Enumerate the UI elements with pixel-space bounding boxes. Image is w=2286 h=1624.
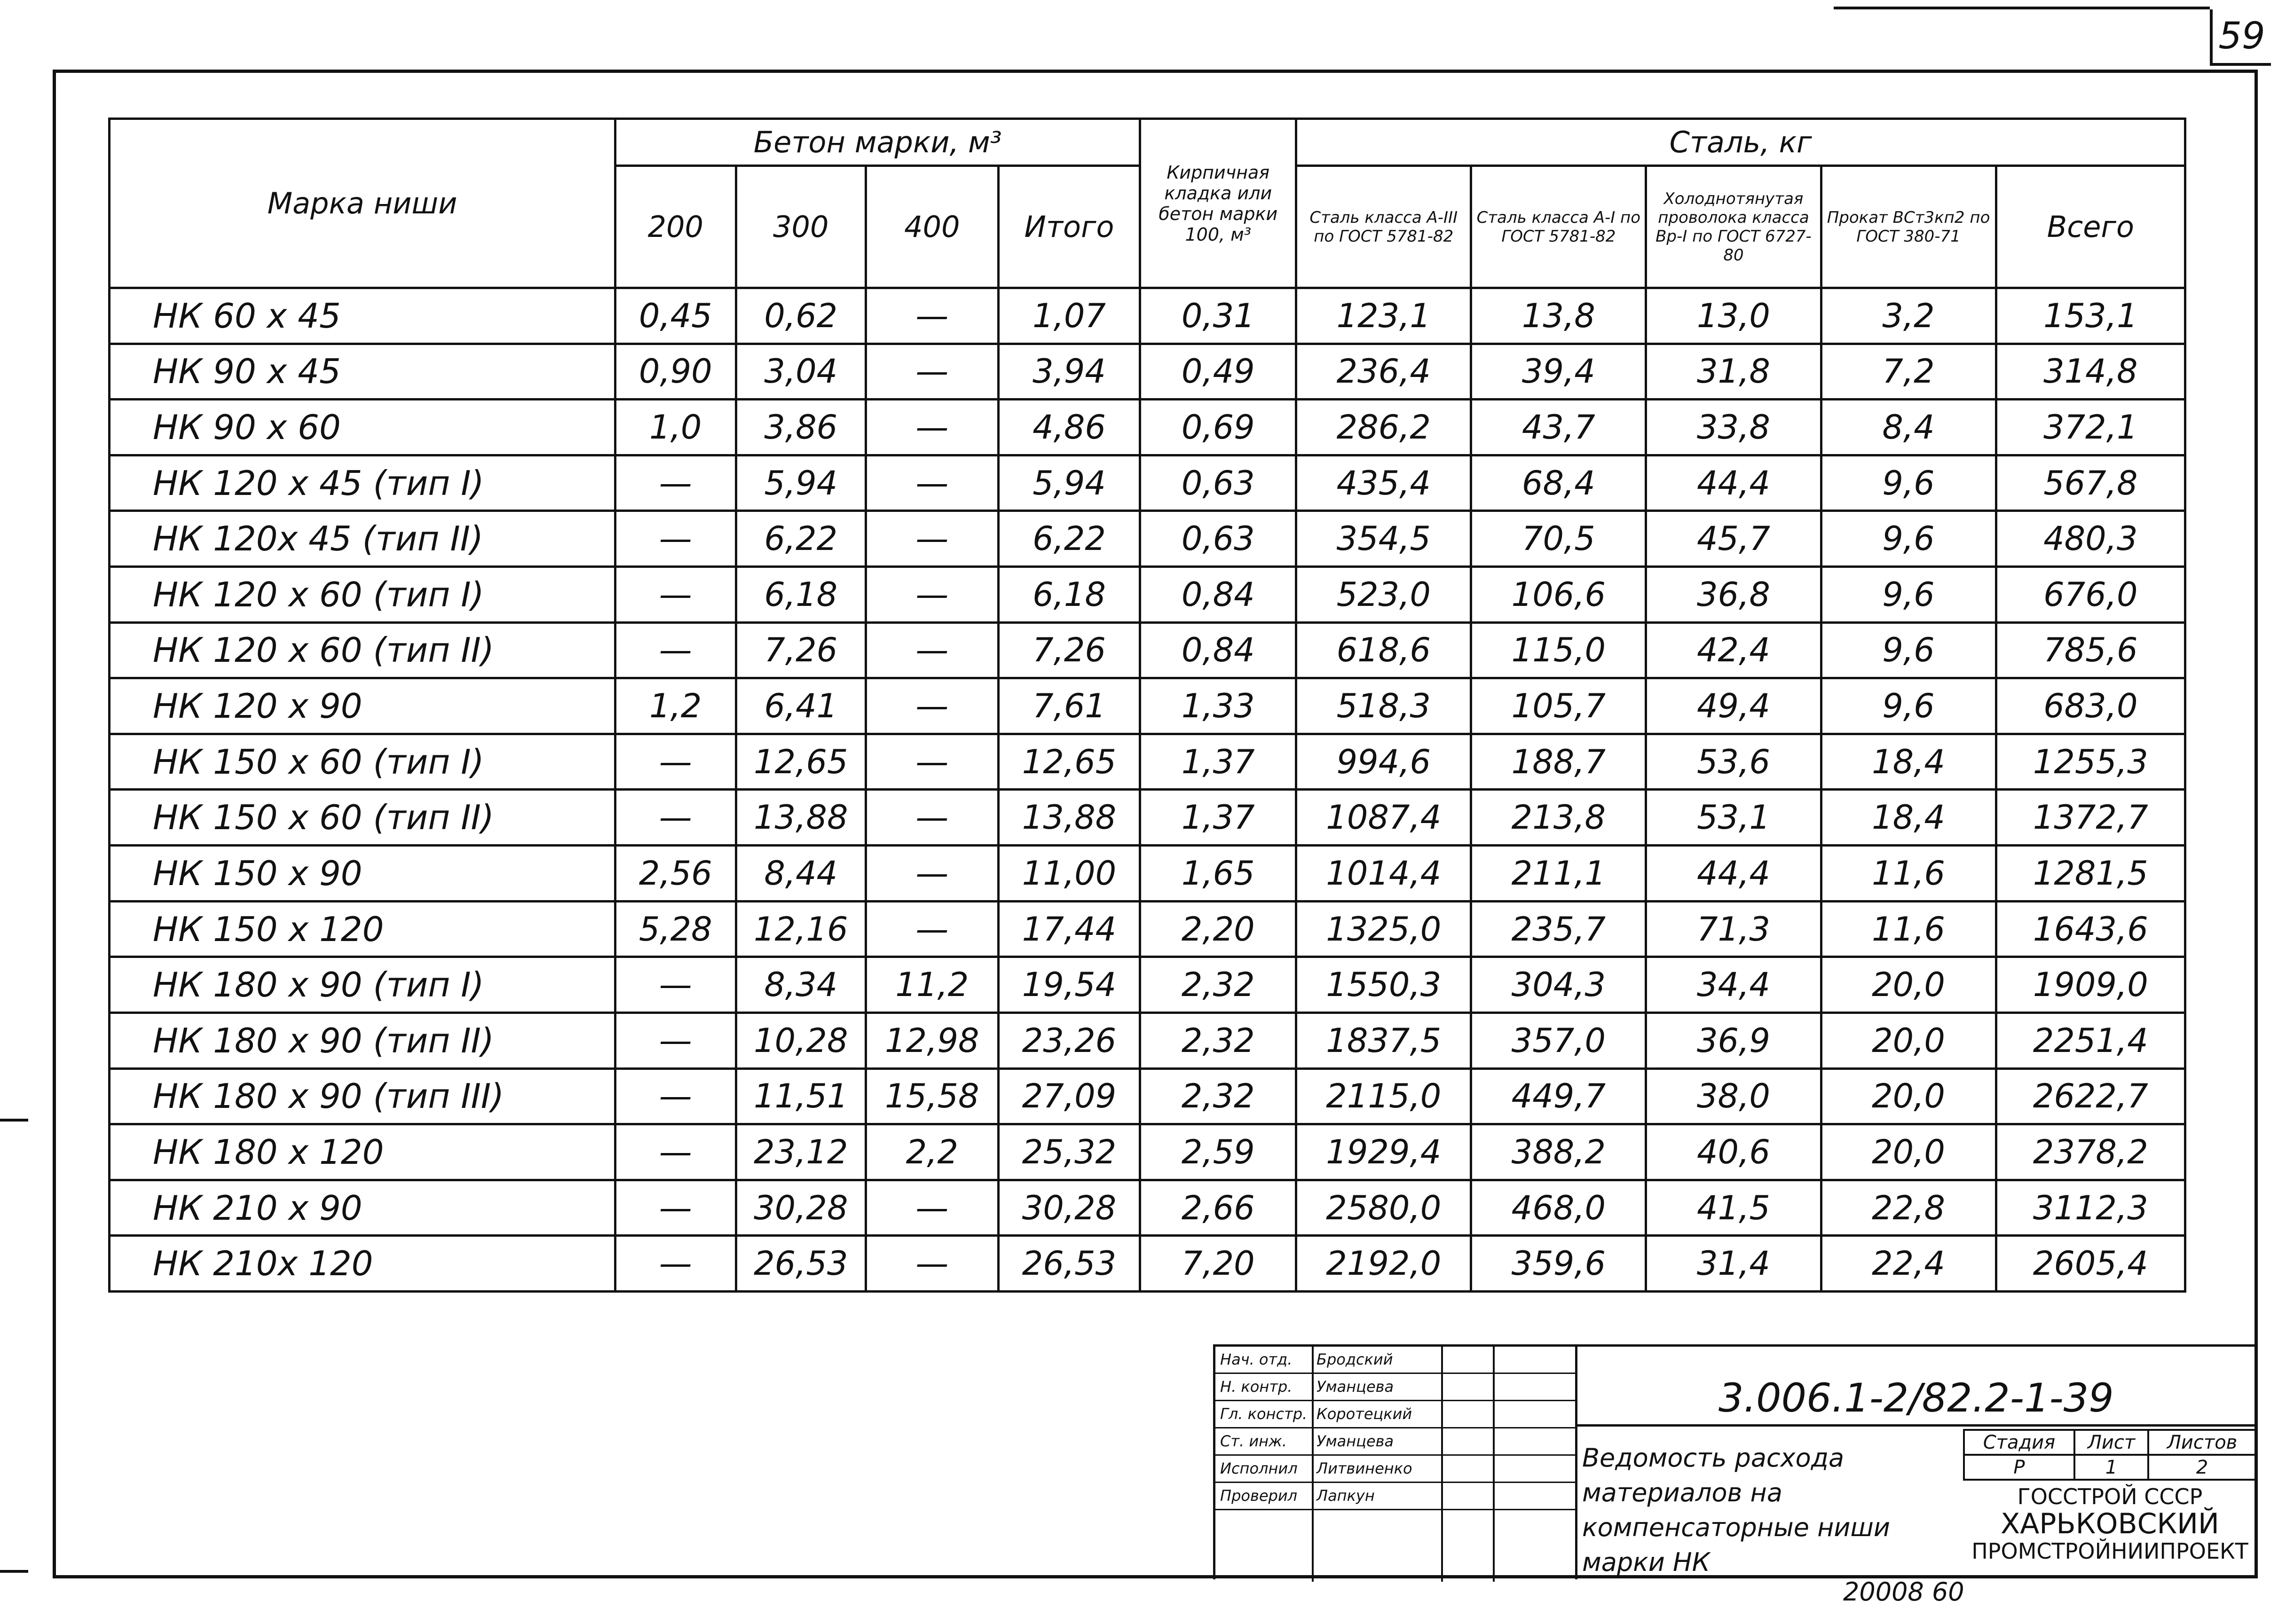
document-info xyxy=(1575,1344,2257,1579)
cell-c300: 8,34 xyxy=(736,957,866,1013)
cell-c300: 11,51 xyxy=(736,1068,866,1124)
header-c200: 200 xyxy=(615,166,736,288)
cell-brick: 0,63 xyxy=(1140,511,1296,567)
signature-row xyxy=(1215,1374,1577,1401)
cell-c300: 7,26 xyxy=(736,622,866,678)
cell-brick: 0,31 xyxy=(1140,288,1296,344)
cell-s4: 22,4 xyxy=(1821,1236,1996,1292)
cell-c200: — xyxy=(615,455,736,511)
cell-s1: 2580,0 xyxy=(1296,1180,1471,1236)
cell-s2: 213,8 xyxy=(1471,790,1646,846)
org-line2: ХАРЬКОВСКИЙ xyxy=(2001,1507,2219,1540)
cell-c200: — xyxy=(615,1068,736,1124)
cell-s1: 1837,5 xyxy=(1296,1012,1471,1068)
cell-brick: 1,37 xyxy=(1140,790,1296,846)
cell-all: 785,6 xyxy=(1996,622,2185,678)
cell-s1: 2115,0 xyxy=(1296,1068,1471,1124)
cell-all: 1372,7 xyxy=(1996,790,2185,846)
cell-s4: 11,6 xyxy=(1821,901,1996,957)
cell-s2: 43,7 xyxy=(1471,400,1646,455)
cell-total: 27,09 xyxy=(998,1068,1140,1124)
cell-c300: 13,88 xyxy=(736,790,866,846)
cell-s2: 468,0 xyxy=(1471,1180,1646,1236)
cell-c300: 0,62 xyxy=(736,288,866,344)
signature-row xyxy=(1215,1347,1577,1374)
cell-s4: 11,6 xyxy=(1821,846,1996,902)
table-row xyxy=(110,1236,2185,1292)
cell-c300: 6,18 xyxy=(736,567,866,623)
document-code: 3.006.1-2/82.2-1-39 xyxy=(1718,1375,2114,1421)
cell-s4: 7,2 xyxy=(1821,344,1996,400)
signature-name: Бродский xyxy=(1316,1350,1393,1368)
row-mark: НК 150 х 90 xyxy=(110,846,615,902)
cell-c300: 26,53 xyxy=(736,1236,866,1292)
row-mark: НК 120 х 90 xyxy=(110,678,615,734)
table-row xyxy=(110,288,2185,344)
row-mark: НК 180 х 90 (тип III) xyxy=(110,1068,615,1124)
cell-s2: 106,6 xyxy=(1471,567,1646,623)
cell-s3: 34,4 xyxy=(1646,957,1821,1013)
signature-row xyxy=(1215,1401,1577,1428)
cell-s4: 18,4 xyxy=(1821,734,1996,790)
header-steel-group: Сталь, кг xyxy=(1296,119,2185,166)
materials-table xyxy=(108,118,2186,1293)
signature-role: Нач. отд. xyxy=(1220,1350,1293,1368)
organization xyxy=(1963,1483,2257,1565)
cell-s4: 9,6 xyxy=(1821,567,1996,623)
signature-role: Исполнил xyxy=(1220,1459,1298,1477)
header-total: Итого xyxy=(998,166,1140,288)
cell-c300: 5,94 xyxy=(736,455,866,511)
cell-s2: 115,0 xyxy=(1471,622,1646,678)
cell-s2: 449,7 xyxy=(1471,1068,1646,1124)
cell-brick: 0,69 xyxy=(1140,400,1296,455)
table-row xyxy=(110,511,2185,567)
table-row xyxy=(110,567,2185,623)
cell-c200: — xyxy=(615,957,736,1013)
cell-total: 1,07 xyxy=(998,288,1140,344)
document-title: Ведомость расхода материалов на компенсаторные ниши марки НК xyxy=(1582,1443,1891,1577)
cell-total: 6,18 xyxy=(998,567,1140,623)
cell-c400: — xyxy=(866,344,999,400)
org-line3: ПРОМСТРОЙНИИПРОЕКТ xyxy=(1971,1538,2248,1564)
cell-all: 153,1 xyxy=(1996,288,2185,344)
cell-c400: — xyxy=(866,790,999,846)
stage-value: Р xyxy=(1964,1455,2074,1480)
row-mark: НК 210х 120 xyxy=(110,1236,615,1292)
cell-brick: 1,37 xyxy=(1140,734,1296,790)
signature-name: Лапкун xyxy=(1316,1487,1375,1505)
cell-s2: 357,0 xyxy=(1471,1012,1646,1068)
cell-s3: 44,4 xyxy=(1646,846,1821,902)
table-row xyxy=(110,957,2185,1013)
cell-c400: — xyxy=(866,400,999,455)
cell-c200: 5,28 xyxy=(615,901,736,957)
cell-s4: 22,8 xyxy=(1821,1180,1996,1236)
table-row xyxy=(110,1124,2185,1180)
cell-s3: 42,4 xyxy=(1646,622,1821,678)
cell-all: 1255,3 xyxy=(1996,734,2185,790)
cell-all: 2378,2 xyxy=(1996,1124,2185,1180)
cell-s3: 53,6 xyxy=(1646,734,1821,790)
cell-s2: 188,7 xyxy=(1471,734,1646,790)
cell-brick: 0,84 xyxy=(1140,567,1296,623)
cell-c400: — xyxy=(866,567,999,623)
table-row xyxy=(110,622,2185,678)
cell-s1: 123,1 xyxy=(1296,288,1471,344)
header-wire: Холоднотянутая проволока класса Вр-I по ГОСТ 6727-80 xyxy=(1646,166,1821,288)
org-line1: ГОССТРОЙ СССР xyxy=(2017,1484,2203,1509)
cell-c400: 11,2 xyxy=(866,957,999,1013)
sheets-label: Листов xyxy=(2148,1430,2256,1455)
row-mark: НК 120 х 60 (тип II) xyxy=(110,622,615,678)
cell-s3: 45,7 xyxy=(1646,511,1821,567)
edge-tick xyxy=(0,1119,28,1122)
cell-c300: 10,28 xyxy=(736,1012,866,1068)
cell-all: 1643,6 xyxy=(1996,901,2185,957)
header-concrete-group: Бетон марки, м³ xyxy=(615,119,1140,166)
cell-c300: 12,65 xyxy=(736,734,866,790)
divider xyxy=(1577,1424,2257,1427)
row-mark: НК 180 х 120 xyxy=(110,1124,615,1180)
cell-brick: 2,66 xyxy=(1140,1180,1296,1236)
table-row xyxy=(110,790,2185,846)
edge-tick xyxy=(0,1570,28,1573)
cell-s1: 1929,4 xyxy=(1296,1124,1471,1180)
title-block xyxy=(1213,1344,2257,1579)
cell-s4: 8,4 xyxy=(1821,400,1996,455)
cell-s4: 9,6 xyxy=(1821,622,1996,678)
cell-total: 25,32 xyxy=(998,1124,1140,1180)
cell-s3: 71,3 xyxy=(1646,901,1821,957)
cell-s3: 38,0 xyxy=(1646,1068,1821,1124)
cell-s1: 435,4 xyxy=(1296,455,1471,511)
cell-brick: 0,84 xyxy=(1140,622,1296,678)
cell-c200: 2,56 xyxy=(615,846,736,902)
cell-s1: 523,0 xyxy=(1296,567,1471,623)
table-row xyxy=(110,846,2185,902)
cell-c400: — xyxy=(866,846,999,902)
cell-brick: 1,33 xyxy=(1140,678,1296,734)
header-rolled: Прокат ВСт3кп2 по ГОСТ 380-71 xyxy=(1821,166,1996,288)
cell-c200: — xyxy=(615,511,736,567)
cell-s1: 2192,0 xyxy=(1296,1236,1471,1292)
header-c400: 400 xyxy=(866,166,999,288)
cell-c400: — xyxy=(866,734,999,790)
signature-role: Гл. констр. xyxy=(1220,1405,1308,1423)
row-mark: НК 120 х 45 (тип I) xyxy=(110,455,615,511)
row-mark: НК 150 х 120 xyxy=(110,901,615,957)
cell-c300: 6,22 xyxy=(736,511,866,567)
cell-s1: 1325,0 xyxy=(1296,901,1471,957)
row-mark: НК 60 х 45 xyxy=(110,288,615,344)
cell-s2: 359,6 xyxy=(1471,1236,1646,1292)
cell-c300: 30,28 xyxy=(736,1180,866,1236)
cell-s3: 53,1 xyxy=(1646,790,1821,846)
signature-row xyxy=(1215,1483,1577,1510)
table-row xyxy=(110,678,2185,734)
cell-s3: 44,4 xyxy=(1646,455,1821,511)
row-mark: НК 150 х 60 (тип II) xyxy=(110,790,615,846)
header-all: Всего xyxy=(1996,166,2185,288)
cell-c200: 1,2 xyxy=(615,678,736,734)
cell-c400: 12,98 xyxy=(866,1012,999,1068)
signature-role: Проверил xyxy=(1220,1487,1298,1505)
cell-c200: — xyxy=(615,1012,736,1068)
cell-all: 567,8 xyxy=(1996,455,2185,511)
row-mark: НК 180 х 90 (тип II) xyxy=(110,1012,615,1068)
cell-s2: 235,7 xyxy=(1471,901,1646,957)
cell-c400: — xyxy=(866,678,999,734)
cell-brick: 2,20 xyxy=(1140,901,1296,957)
cell-s2: 388,2 xyxy=(1471,1124,1646,1180)
cell-s1: 618,6 xyxy=(1296,622,1471,678)
cell-c200: 0,45 xyxy=(615,288,736,344)
row-mark: НК 210 х 90 xyxy=(110,1180,615,1236)
table-row xyxy=(110,734,2185,790)
table-row xyxy=(110,901,2185,957)
cell-c200: — xyxy=(615,622,736,678)
stage-table xyxy=(1963,1429,2257,1481)
cell-s1: 1550,3 xyxy=(1296,957,1471,1013)
cell-c400: — xyxy=(866,1180,999,1236)
cell-brick: 1,65 xyxy=(1140,846,1296,902)
cell-brick: 2,59 xyxy=(1140,1124,1296,1180)
cell-all: 314,8 xyxy=(1996,344,2185,400)
cell-s3: 31,4 xyxy=(1646,1236,1821,1292)
cell-total: 26,53 xyxy=(998,1236,1140,1292)
cell-s3: 36,9 xyxy=(1646,1012,1821,1068)
cell-s3: 13,0 xyxy=(1646,288,1821,344)
cell-brick: 7,20 xyxy=(1140,1236,1296,1292)
cell-c400: — xyxy=(866,455,999,511)
cell-s1: 236,4 xyxy=(1296,344,1471,400)
cell-total: 23,26 xyxy=(998,1012,1140,1068)
cell-brick: 2,32 xyxy=(1140,1068,1296,1124)
cell-c200: — xyxy=(615,734,736,790)
row-mark: НК 150 х 60 (тип I) xyxy=(110,734,615,790)
cell-c400: — xyxy=(866,1236,999,1292)
table-row xyxy=(110,1012,2185,1068)
cell-all: 683,0 xyxy=(1996,678,2185,734)
stage-label: Стадия xyxy=(1964,1430,2074,1455)
table-row xyxy=(110,400,2185,455)
cell-s2: 39,4 xyxy=(1471,344,1646,400)
cell-c200: — xyxy=(615,790,736,846)
cell-c300: 8,44 xyxy=(736,846,866,902)
cell-brick: 0,49 xyxy=(1140,344,1296,400)
cell-s3: 49,4 xyxy=(1646,678,1821,734)
cell-total: 30,28 xyxy=(998,1180,1140,1236)
cell-total: 3,94 xyxy=(998,344,1140,400)
top-border-line xyxy=(1834,7,2210,9)
cell-s2: 304,3 xyxy=(1471,957,1646,1013)
header-mark: Марка ниши xyxy=(110,119,615,288)
cell-s2: 68,4 xyxy=(1471,455,1646,511)
header-steel-a3: Сталь класса А-III по ГОСТ 5781-82 xyxy=(1296,166,1471,288)
cell-s4: 20,0 xyxy=(1821,957,1996,1013)
cell-total: 5,94 xyxy=(998,455,1140,511)
cell-s1: 286,2 xyxy=(1296,400,1471,455)
cell-c200: 0,90 xyxy=(615,344,736,400)
cell-c400: 2,2 xyxy=(866,1124,999,1180)
sheets-value: 2 xyxy=(2148,1455,2256,1480)
cell-total: 17,44 xyxy=(998,901,1140,957)
sheet-label: Лист xyxy=(2074,1430,2148,1455)
cell-s4: 9,6 xyxy=(1821,678,1996,734)
cell-s1: 994,6 xyxy=(1296,734,1471,790)
cell-c200: — xyxy=(615,1124,736,1180)
table-row xyxy=(110,344,2185,400)
cell-c400: 15,58 xyxy=(866,1068,999,1124)
cell-s4: 20,0 xyxy=(1821,1068,1996,1124)
row-mark: НК 120 х 60 (тип I) xyxy=(110,567,615,623)
signature-name: Уманцева xyxy=(1316,1432,1394,1450)
cell-all: 2251,4 xyxy=(1996,1012,2185,1068)
cell-c400: — xyxy=(866,511,999,567)
cell-total: 13,88 xyxy=(998,790,1140,846)
table-row xyxy=(110,1068,2185,1124)
cell-s4: 9,6 xyxy=(1821,511,1996,567)
page-number: 59 xyxy=(2210,9,2271,66)
cell-s4: 20,0 xyxy=(1821,1124,1996,1180)
cell-s2: 105,7 xyxy=(1471,678,1646,734)
cell-total: 7,61 xyxy=(998,678,1140,734)
cell-c400: — xyxy=(866,288,999,344)
cell-s4: 18,4 xyxy=(1821,790,1996,846)
cell-s3: 31,8 xyxy=(1646,344,1821,400)
cell-s4: 20,0 xyxy=(1821,1012,1996,1068)
cell-all: 2605,4 xyxy=(1996,1236,2185,1292)
cell-s3: 41,5 xyxy=(1646,1180,1821,1236)
cell-s1: 1014,4 xyxy=(1296,846,1471,902)
row-mark: НК 90 х 45 xyxy=(110,344,615,400)
cell-c300: 6,41 xyxy=(736,678,866,734)
footer-number: 20008 60 xyxy=(1843,1577,1964,1607)
header-brick: Кирпичная кладка или бетон марки 100, м³ xyxy=(1140,119,1296,288)
cell-all: 372,1 xyxy=(1996,400,2185,455)
signature-role: Ст. инж. xyxy=(1220,1432,1287,1450)
cell-c200: — xyxy=(615,1236,736,1292)
header-steel-a1: Сталь класса А-I по ГОСТ 5781-82 xyxy=(1471,166,1646,288)
cell-brick: 2,32 xyxy=(1140,957,1296,1013)
signature-name: Литвиненко xyxy=(1316,1459,1412,1477)
cell-c400: — xyxy=(866,622,999,678)
cell-c300: 12,16 xyxy=(736,901,866,957)
cell-all: 676,0 xyxy=(1996,567,2185,623)
table-row xyxy=(110,1180,2185,1236)
cell-all: 3112,3 xyxy=(1996,1180,2185,1236)
signature-role: Н. контр. xyxy=(1220,1378,1293,1396)
table-row xyxy=(110,455,2185,511)
sheet-value: 1 xyxy=(2074,1455,2148,1480)
cell-c300: 3,04 xyxy=(736,344,866,400)
cell-c200: 1,0 xyxy=(615,400,736,455)
cell-total: 12,65 xyxy=(998,734,1140,790)
cell-s1: 354,5 xyxy=(1296,511,1471,567)
signature-row xyxy=(1215,1456,1577,1483)
cell-s4: 9,6 xyxy=(1821,455,1996,511)
cell-total: 4,86 xyxy=(998,400,1140,455)
cell-total: 6,22 xyxy=(998,511,1140,567)
cell-c300: 23,12 xyxy=(736,1124,866,1180)
cell-total: 7,26 xyxy=(998,622,1140,678)
cell-c200: — xyxy=(615,1180,736,1236)
cell-c300: 3,86 xyxy=(736,400,866,455)
cell-s4: 3,2 xyxy=(1821,288,1996,344)
cell-brick: 0,63 xyxy=(1140,455,1296,511)
cell-brick: 2,32 xyxy=(1140,1012,1296,1068)
cell-all: 1281,5 xyxy=(1996,846,2185,902)
cell-all: 2622,7 xyxy=(1996,1068,2185,1124)
cell-c200: — xyxy=(615,567,736,623)
row-mark: НК 120х 45 (тип II) xyxy=(110,511,615,567)
cell-all: 480,3 xyxy=(1996,511,2185,567)
cell-c400: — xyxy=(866,901,999,957)
cell-s1: 1087,4 xyxy=(1296,790,1471,846)
cell-all: 1909,0 xyxy=(1996,957,2185,1013)
cell-s1: 518,3 xyxy=(1296,678,1471,734)
signature-row xyxy=(1215,1428,1577,1456)
cell-s2: 211,1 xyxy=(1471,846,1646,902)
signature-name: Коротецкий xyxy=(1316,1405,1412,1423)
row-mark: НК 90 х 60 xyxy=(110,400,615,455)
cell-s3: 33,8 xyxy=(1646,400,1821,455)
cell-total: 19,54 xyxy=(998,957,1140,1013)
cell-s2: 70,5 xyxy=(1471,511,1646,567)
signature-name: Уманцева xyxy=(1316,1378,1394,1396)
cell-total: 11,00 xyxy=(998,846,1140,902)
row-mark: НК 180 х 90 (тип I) xyxy=(110,957,615,1013)
header-c300: 300 xyxy=(736,166,866,288)
cell-s3: 40,6 xyxy=(1646,1124,1821,1180)
cell-s3: 36,8 xyxy=(1646,567,1821,623)
signature-block xyxy=(1213,1344,1575,1579)
cell-s2: 13,8 xyxy=(1471,288,1646,344)
